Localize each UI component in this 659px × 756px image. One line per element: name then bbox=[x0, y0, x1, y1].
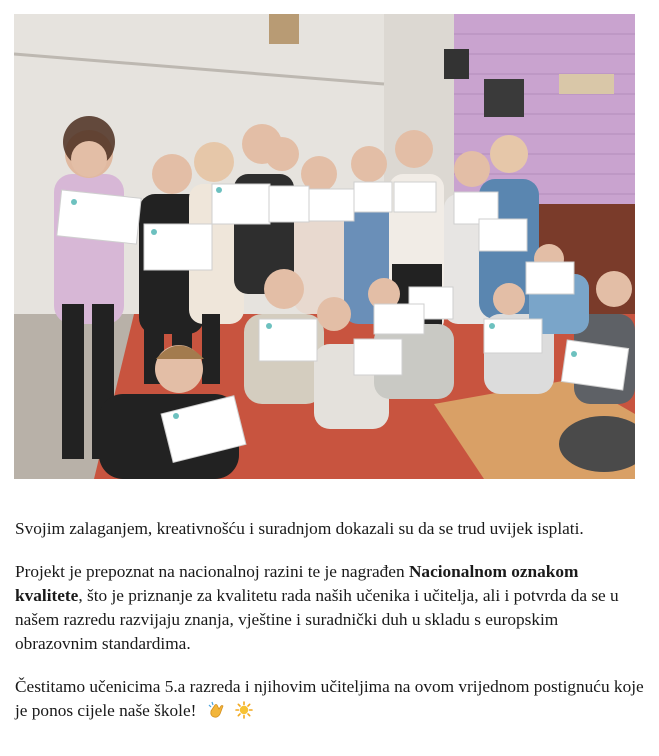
sun-icon bbox=[235, 701, 253, 719]
paragraph-3 bbox=[15, 675, 645, 723]
paragraph-2-bold: Nacionalnom oznakom kvalitete bbox=[15, 562, 579, 605]
paragraph-1 bbox=[15, 517, 645, 541]
clapping-hands-icon bbox=[207, 701, 225, 719]
paragraph-3-text: Čestitamo učenicima 5.a razreda i njihovim učiteljima na ovom vrijednom postignuću koje je ponos cijele naše škole! bbox=[15, 677, 644, 720]
article-text bbox=[15, 517, 645, 742]
class-photo bbox=[14, 14, 635, 479]
paragraph-2-after: , što je priznanje za kvalitetu rada naših učenika i učitelja, ali i potvrda da se u našem razredu razvijaju znanja, vještine i suradnički duh u skladu s europskim obrazovnim standardima. bbox=[15, 586, 619, 653]
paragraph-1-text: Svojim zalaganjem, kreativnošću i suradnjom dokazali su da se trud uvijek isplati. bbox=[15, 519, 584, 538]
paragraph-2-before: Projekt je prepoznat na nacionalnoj razini te je nagrađen bbox=[15, 562, 409, 581]
paragraph-2 bbox=[15, 560, 645, 656]
